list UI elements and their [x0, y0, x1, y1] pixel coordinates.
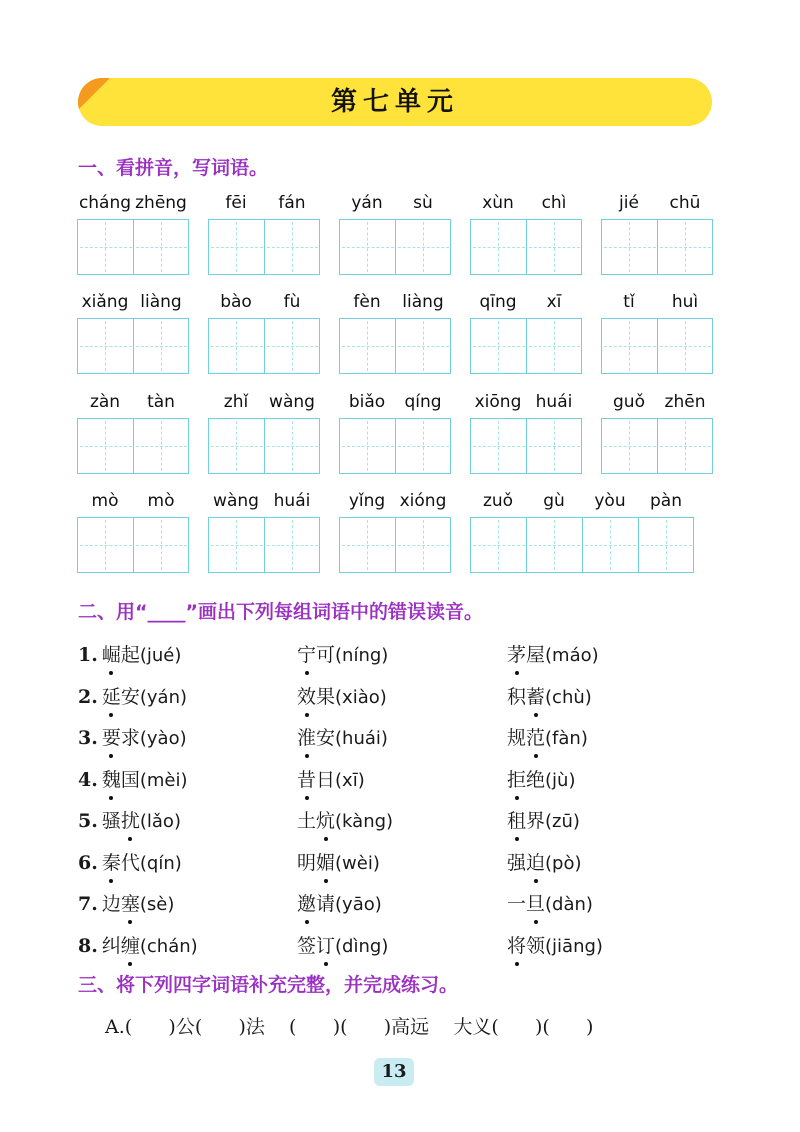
pinyin-reading: (xiào): [335, 686, 387, 708]
word-post: 代: [120, 851, 140, 874]
pinyin-label: chū: [669, 193, 701, 213]
dotted-char: 蓄: [526, 682, 545, 709]
page-number: 13: [374, 1058, 414, 1086]
item-number: 2.: [78, 685, 98, 708]
pinyin-reading: (mèi): [139, 769, 188, 791]
writing-cell[interactable]: [264, 518, 320, 572]
pinyin-reading: (jué): [139, 645, 182, 666]
word-reading: [507, 682, 592, 709]
item-number: 6.: [78, 851, 98, 874]
writing-cell[interactable]: [340, 220, 396, 274]
dotted-char: 秦: [102, 848, 121, 875]
writing-cell[interactable]: [264, 419, 320, 473]
dotted-char: 宁: [297, 640, 316, 667]
writing-box[interactable]: [601, 318, 713, 374]
word-post: 界: [526, 810, 546, 832]
dotted-char: 昔: [297, 765, 316, 792]
writing-cell[interactable]: [526, 518, 582, 572]
word-reading: [507, 723, 588, 750]
pinyin-label: qíng: [404, 392, 442, 412]
pinyin-label: huì: [671, 292, 699, 312]
writing-cell[interactable]: [526, 419, 582, 473]
pinyin-label: zuǒ: [482, 491, 514, 511]
pinyin-reading: (dìng): [335, 935, 389, 957]
section3-heading: 三、将下列四字词语补充完整，并完成练习。: [78, 974, 459, 996]
dotted-char: 拒: [507, 765, 526, 792]
dotted-char: 迫: [526, 848, 545, 875]
pinyin-label: gù: [543, 491, 565, 511]
word-reading: [507, 931, 603, 958]
item-number: 8.: [78, 934, 98, 957]
writing-cell[interactable]: [78, 518, 134, 572]
pinyin-reading: (zū): [545, 811, 580, 832]
word-post: 国: [120, 768, 140, 791]
writing-box[interactable]: [470, 318, 582, 374]
word-reading: [297, 806, 393, 833]
pinyin-reading: (yāo): [335, 894, 382, 915]
pinyin-label: zhēng: [135, 193, 187, 213]
pinyin-reading: (qín): [139, 852, 182, 874]
writing-cell[interactable]: [340, 518, 396, 572]
writing-cell[interactable]: [209, 319, 265, 373]
writing-cell[interactable]: [471, 518, 527, 572]
pinyin-label: cháng: [78, 193, 132, 213]
writing-cell[interactable]: [395, 319, 451, 373]
word-pre: 强: [507, 851, 527, 874]
writing-cell[interactable]: [264, 319, 320, 373]
pinyin-label: qīng: [479, 292, 517, 312]
item-number: 7.: [78, 893, 98, 915]
word-reading: [78, 931, 198, 958]
pinyin-reading: (huái): [335, 728, 388, 749]
word-pre: 纠: [101, 934, 121, 957]
word-post: 绝: [526, 768, 546, 791]
dotted-char: 炕: [316, 806, 335, 833]
word-reading: [78, 682, 187, 709]
word-post: 屋: [526, 644, 546, 666]
writing-box[interactable]: [339, 418, 451, 474]
pinyin-label: xiōng: [474, 392, 522, 412]
pinyin-reading: (jiāng): [545, 935, 603, 957]
writing-box[interactable]: [77, 219, 189, 275]
pinyin-label: wàng: [213, 491, 259, 511]
writing-cell[interactable]: [395, 518, 451, 572]
pinyin-label: yǐng: [348, 491, 386, 511]
word-pre: 边: [101, 893, 121, 915]
dotted-char: 塞: [121, 889, 140, 916]
writing-box[interactable]: [77, 517, 189, 573]
pinyin-reading: (jù): [545, 769, 576, 791]
pinyin-reading: (yán): [139, 686, 188, 708]
dotted-char: 效: [297, 682, 316, 709]
pinyin-label: fán: [278, 193, 306, 213]
word-reading: [507, 848, 582, 875]
writing-cell[interactable]: [602, 319, 658, 373]
dotted-char: 旦: [526, 889, 545, 916]
dotted-char: 要: [102, 723, 121, 750]
pinyin-reading: (máo): [545, 645, 599, 666]
dotted-char: 茅: [507, 640, 526, 667]
word-reading: [78, 848, 182, 875]
dotted-char: 租: [507, 806, 526, 833]
writing-box[interactable]: [208, 219, 320, 275]
pinyin-label: zàn: [89, 392, 121, 412]
word-pre: 明: [297, 851, 317, 874]
word-post: 起: [120, 644, 140, 666]
writing-box[interactable]: [208, 517, 320, 573]
section1-heading: 一、看拼音，写词语。: [78, 157, 269, 179]
writing-cell[interactable]: [395, 419, 451, 473]
pinyin-label: liàng: [140, 292, 182, 312]
dotted-char: 扰: [121, 806, 140, 833]
item-number: 5.: [78, 810, 98, 832]
pinyin-reading: (fàn): [545, 728, 588, 749]
word-reading: [507, 889, 593, 916]
word-reading: [297, 765, 365, 792]
word-pre: 一: [507, 893, 527, 915]
writing-cell[interactable]: [78, 419, 134, 473]
word-reading: [78, 806, 181, 833]
word-pre: 规: [507, 727, 527, 749]
word-post: 安: [120, 685, 140, 708]
word-reading: [507, 806, 580, 833]
pinyin-label: pàn: [650, 491, 682, 511]
dotted-char: 崛: [102, 640, 121, 667]
pinyin-label: zhēn: [664, 392, 706, 412]
word-reading: [78, 723, 187, 750]
dotted-char: 范: [526, 723, 545, 750]
pinyin-label: xī: [546, 292, 562, 312]
word-reading: [507, 640, 599, 667]
writing-cell[interactable]: [582, 518, 638, 572]
writing-box[interactable]: [208, 318, 320, 374]
pinyin-reading: (pò): [545, 852, 582, 874]
pinyin-reading: (sè): [139, 894, 175, 915]
word-pre: 签: [297, 934, 317, 957]
word-reading: [297, 848, 380, 875]
pinyin-label: guǒ: [613, 392, 645, 412]
writing-cell[interactable]: [133, 319, 189, 373]
writing-box[interactable]: [339, 517, 451, 573]
word-pre: 积: [507, 685, 527, 708]
pinyin-label: zhǐ: [223, 392, 249, 412]
writing-cell[interactable]: [602, 419, 658, 473]
pinyin-label: fù: [283, 292, 301, 312]
writing-cell[interactable]: [78, 319, 134, 373]
dotted-char: 淮: [297, 723, 316, 750]
writing-box[interactable]: [77, 418, 189, 474]
pinyin-reading: (níng): [335, 645, 389, 666]
writing-cell[interactable]: [395, 220, 451, 274]
section2-heading: 二、用“____”画出下列每组词语中的错误读音。: [78, 601, 483, 623]
writing-cell[interactable]: [657, 220, 713, 274]
writing-box[interactable]: [339, 219, 451, 275]
writing-cell[interactable]: [526, 319, 582, 373]
word-reading: [507, 765, 576, 792]
idiom-fill-line: A.( )公( )法 ( )( )高远 大义( )( ): [105, 1016, 594, 1038]
writing-box[interactable]: [339, 318, 451, 374]
item-number: 4.: [78, 768, 98, 791]
writing-cell[interactable]: [638, 518, 694, 572]
word-post: 果: [316, 685, 336, 708]
pinyin-label: xióng: [399, 491, 447, 511]
pinyin-label: sù: [413, 193, 433, 213]
writing-cell[interactable]: [657, 419, 713, 473]
word-reading: [297, 640, 388, 667]
writing-cell[interactable]: [340, 419, 396, 473]
writing-cell[interactable]: [657, 319, 713, 373]
writing-box[interactable]: [470, 517, 694, 573]
unit-title: 第七单元: [330, 87, 459, 117]
dotted-char: 邀: [297, 889, 316, 916]
word-post: 日: [316, 768, 336, 791]
pinyin-label: liàng: [402, 292, 444, 312]
pinyin-reading: (yào): [139, 728, 187, 749]
word-post: 可: [316, 644, 336, 666]
pinyin-reading: (dàn): [545, 894, 593, 915]
writing-box[interactable]: [601, 219, 713, 275]
pinyin-label: biǎo: [348, 392, 386, 412]
pinyin-label: yòu: [594, 491, 626, 511]
writing-cell[interactable]: [133, 419, 189, 473]
word-reading: [297, 931, 388, 958]
writing-cell[interactable]: [471, 220, 527, 274]
writing-box[interactable]: [470, 219, 582, 275]
word-pre: 土: [297, 810, 317, 832]
pinyin-reading: (chù): [545, 686, 592, 708]
writing-cell[interactable]: [602, 220, 658, 274]
writing-cell[interactable]: [264, 220, 320, 274]
writing-cell[interactable]: [209, 518, 265, 572]
word-post: 安: [316, 727, 336, 749]
pinyin-reading: (chán): [139, 935, 198, 957]
pinyin-reading: (xī): [335, 769, 365, 791]
pinyin-label: jié: [619, 193, 639, 213]
dotted-char: 魏: [102, 765, 121, 792]
pinyin-label: tǐ: [623, 292, 635, 312]
dotted-char: 订: [316, 931, 335, 958]
item-number: 1.: [78, 644, 98, 666]
writing-cell[interactable]: [209, 220, 265, 274]
pinyin-label: fēi: [225, 193, 247, 213]
word-pre: 骚: [101, 810, 121, 832]
writing-cell[interactable]: [526, 220, 582, 274]
word-reading: [297, 889, 382, 916]
word-reading: [297, 723, 388, 750]
writing-box[interactable]: [208, 418, 320, 474]
word-reading: [297, 682, 387, 709]
pinyin-label: tàn: [147, 392, 175, 412]
pinyin-label: mò: [91, 491, 119, 511]
word-reading: [78, 765, 188, 792]
pinyin-label: mò: [147, 491, 175, 511]
dotted-char: 延: [102, 682, 121, 709]
pinyin-reading: (lǎo): [139, 811, 181, 832]
dotted-char: 将: [507, 931, 526, 958]
item-number: 3.: [78, 727, 98, 749]
pinyin-label: huái: [273, 491, 311, 511]
word-post: 求: [120, 727, 140, 749]
word-reading: [78, 889, 174, 916]
writing-box[interactable]: [601, 418, 713, 474]
pinyin-reading: (kàng): [335, 811, 394, 832]
writing-box[interactable]: [470, 418, 582, 474]
writing-cell[interactable]: [471, 319, 527, 373]
pinyin-label: xiǎng: [81, 292, 129, 312]
pinyin-label: huái: [535, 392, 573, 412]
writing-cell[interactable]: [133, 220, 189, 274]
pinyin-label: fèn: [353, 292, 381, 312]
word-reading: [78, 640, 181, 667]
writing-cell[interactable]: [340, 319, 396, 373]
writing-cell[interactable]: [133, 518, 189, 572]
dotted-char: 媚: [316, 848, 335, 875]
pinyin-label: bào: [220, 292, 252, 312]
pinyin-label: xùn: [482, 193, 514, 213]
pinyin-reading: (wèi): [335, 852, 380, 874]
writing-cell[interactable]: [209, 419, 265, 473]
word-post: 领: [526, 934, 546, 957]
writing-box[interactable]: [77, 318, 189, 374]
unit-banner: [78, 78, 712, 126]
pinyin-label: wàng: [269, 392, 315, 412]
pinyin-label: chì: [541, 193, 567, 213]
dotted-char: 缠: [121, 931, 140, 958]
pinyin-label: yán: [351, 193, 383, 213]
writing-cell[interactable]: [471, 419, 527, 473]
writing-cell[interactable]: [78, 220, 134, 274]
word-post: 请: [316, 893, 336, 915]
